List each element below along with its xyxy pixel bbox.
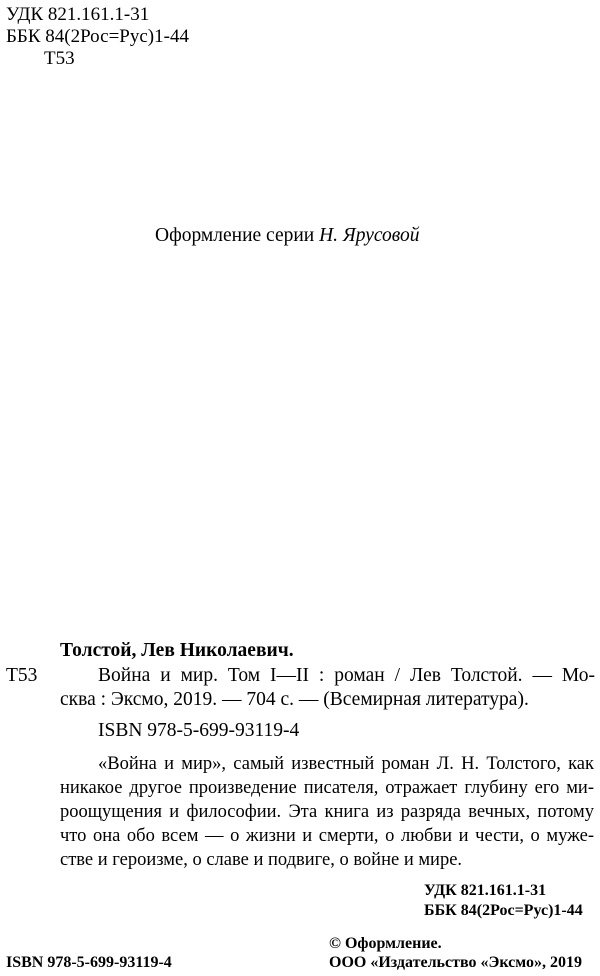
- udk-code-bottom: УДК 821.161.1-31: [424, 882, 547, 899]
- bbk-code-bottom: ББК 84(2Рос=Рус)1-44: [424, 902, 583, 919]
- author-mark-card: Т53: [6, 665, 38, 686]
- series-design-credit: [155, 224, 420, 248]
- series-design-label: Оформление серии: [155, 225, 320, 246]
- annotation-line-5: стве и героизме, о славе и подвиге, о войне и мире.: [60, 850, 463, 870]
- author-mark-top: Т53: [44, 48, 75, 69]
- series-designer-name: Н. Ярусовой: [319, 225, 420, 246]
- bibliographic-line-1: Война и мир. Том I—II : роман / Лев Толстой. — Мо-: [98, 665, 595, 686]
- footer-isbn: ISBN 978-5-699-93119-4: [6, 954, 172, 971]
- bbk-code-top: ББК 84(2Рос=Рус)1-44: [6, 26, 189, 47]
- annotation-line-4: что она обо всем — о жизни и смерти, о любви и чести, о муже-: [60, 826, 594, 846]
- bibliographic-line-2: сква : Эксмо, 2019. — 704 с. — (Всемирная литература).: [60, 689, 529, 710]
- annotation-line-3: роощущения и философии. Эта книга из разряда вечных, потому: [60, 802, 594, 822]
- annotation-line-1: «Война и мир», самый известный роман Л. Н. Толстого, как: [98, 754, 594, 774]
- copyright-publisher: ООО «Издательство «Эксмо», 2019: [329, 954, 582, 971]
- catalog-isbn: ISBN 978-5-699-93119-4: [98, 720, 300, 741]
- copyright-design: © Оформление.: [329, 935, 442, 952]
- catalog-heading: Толстой, Лев Николаевич.: [60, 640, 294, 661]
- annotation-line-2: никакое другое произведение писателя, отражает глубину его ми-: [60, 778, 594, 798]
- udk-code-top: УДК 821.161.1-31: [6, 4, 150, 25]
